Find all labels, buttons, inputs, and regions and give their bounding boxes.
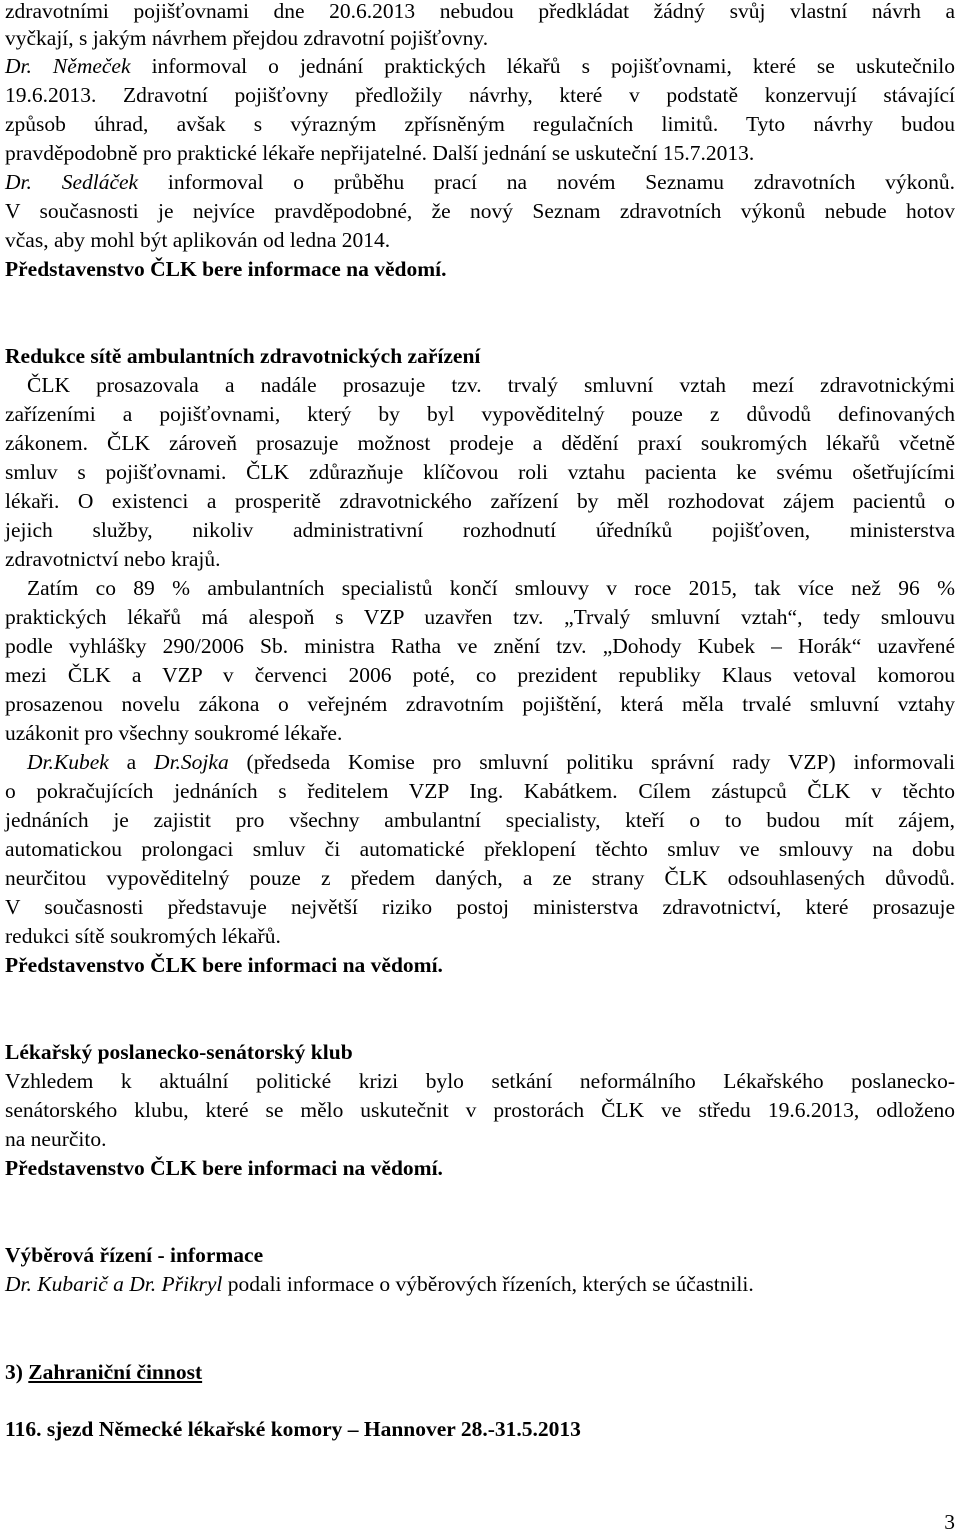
page-number: 3 xyxy=(944,1510,955,1534)
resolution-line: Představenstvo ČLK bere informaci na vědomí. xyxy=(5,953,443,977)
text-line: ČLK prosazovala a nadále prosazuje tzv. trvalý smluvní vztah mezí zdravotnickými xyxy=(27,373,955,397)
section-heading: Lékařský poslanecko-senátorský klub xyxy=(5,1040,353,1064)
person-name: Dr.Kubek xyxy=(27,750,109,774)
text-line: Dr. Sedláček informoval o průběhu prací na novém Seznamu zdravotních výkonů. xyxy=(5,170,956,194)
text-line: lékaři. O existenci a prosperitě zdravotnického zařízení by měl rozhodovat zájem pacientů o xyxy=(5,489,955,513)
text-line: Vzhledem k aktuální politické krizi bylo setkání neformálního Lékařského poslanecko- xyxy=(5,1069,955,1093)
text-line: uzákonit pro všechny soukromé lékaře. xyxy=(5,721,343,745)
section-heading: 116. sjezd Německé lékařské komory – Hannover 28.-31.5.2013 xyxy=(5,1417,581,1441)
chapter-heading: 3) Zahraniční činnost xyxy=(5,1360,203,1384)
text-line: na neurčito. xyxy=(5,1127,107,1151)
text-line: podle vyhlášky 290/2006 Sb. ministra Ratha ve znění tzv. „Dohody Kubek – Horák“ uzavřené xyxy=(5,634,955,658)
text-line: V současnosti představuje největší riziko postoj ministerstva zdravotnictví, které prosazuje xyxy=(5,895,955,919)
section-heading: Redukce sítě ambulantních zdravotnických zařízení xyxy=(5,344,481,368)
text-line: Dr.Kubek a Dr.Sojka (předseda Komise pro smluvní politiku správní rady VZP) informovali xyxy=(27,750,955,774)
text-line: zdravotními pojišťovnami dne 20.6.2013 nebudou předkládat žádný svůj vlastní návrh a xyxy=(5,0,955,23)
person-name: Dr. Sedláček xyxy=(5,170,139,194)
resolution-line: Představenstvo ČLK bere informaci na vědomí. xyxy=(5,1156,443,1180)
text-line: pravděpodobně pro praktické lékaře nepřijatelné. Další jednání se uskuteční 15.7.2013. xyxy=(5,141,755,165)
text-line: Dr. Kubarič a Dr. Přikryl podali informace o výběrových řízeních, kterých se účastnili. xyxy=(5,1272,754,1296)
text-line: o pokračujících jednáních s ředitelem VZP Ing. Kabátkem. Cílem zástupců ČLK v těchto xyxy=(5,779,955,803)
text-line: způsob úhrad, avšak s výrazným zpřísněným regulačních limitů. Tyto návrhy budou xyxy=(5,112,955,136)
text-line: jejich služby, nikoliv administrativní rozhodnutí úředníků pojišťoven, ministerstva xyxy=(5,518,955,542)
text-line: V současnosti je nejvíce pravděpodobné, že nový Seznam zdravotních výkonů nebude hotov xyxy=(5,199,955,223)
text-line: jednáních je zajistit pro všechny ambulantní specialisty, kteří o to budou mít zájem, xyxy=(5,808,955,832)
text-line: neurčitou vypověditelný pouze z předem daných, a ze strany ČLK odsouhlasených důvodů. xyxy=(5,866,955,890)
person-name: Dr. Němeček xyxy=(5,54,131,78)
text-line: zařízeními a pojišťovnami, který by byl vypověditelný pouze z důvodů definovaných xyxy=(5,402,955,426)
text-line: redukci sítě soukromých lékařů. xyxy=(5,924,281,948)
chapter-title: Zahraniční činnost xyxy=(28,1360,203,1384)
resolution-line: Představenstvo ČLK bere informace na vědomí. xyxy=(5,257,447,281)
person-name: Dr. Kubarič a Dr. Přikryl xyxy=(5,1272,223,1296)
text-line: zákonem. ČLK zároveň prosazuje možnost prodeje a dědění praxí soukromých lékařů včetně xyxy=(5,431,955,455)
text-line: prosazenou novelu zákona o veřejném zdravotním pojištění, která měla trvalé smluvní vztahy xyxy=(5,692,955,716)
text-line: smluv s pojišťovnami. ČLK zdůrazňuje klíčovou roli vztahu pacienta ke svému ošetřujícími xyxy=(5,460,955,484)
text-line: zdravotnictví nebo krajů. xyxy=(5,547,221,571)
text-line: senátorského klubu, které se mělo uskutečnit v prostorách ČLK ve středu 19.6.2013, odloženo xyxy=(5,1098,955,1122)
text-line: včas, aby mohl být aplikován od ledna 2014. xyxy=(5,228,391,252)
text-line: 19.6.2013. Zdravotní pojišťovny předložily návrhy, které v podstatě konzervují stávající xyxy=(5,83,955,107)
text-line: Dr. Němeček informoval o jednání praktických lékařů s pojišťovnami, které se uskutečnilo xyxy=(5,54,955,78)
text-line: vyčkají, s jakým návrhem přejdou zdravotní pojišťovny. xyxy=(5,26,489,50)
text-line: mezi ČLK a VZP v červenci 2006 poté, co prezident republiky Klaus vetoval komorou xyxy=(5,663,955,687)
person-name: Dr.Sojka xyxy=(154,750,229,774)
section-heading: Výběrová řízení - informace xyxy=(5,1243,264,1267)
text-line: praktických lékařů má alespoň s VZP uzavřen tzv. „Trvalý smluvní vztah“, tedy smlouvu xyxy=(5,605,955,629)
text-line: Zatím co 89 % ambulantních specialistů končí smlouvy v roce 2015, tak více než 96 % xyxy=(27,576,955,600)
text-line: automatickou prolongaci smluv či automatické překlopení těchto smluv ve smlouvy na dobu xyxy=(5,837,955,861)
